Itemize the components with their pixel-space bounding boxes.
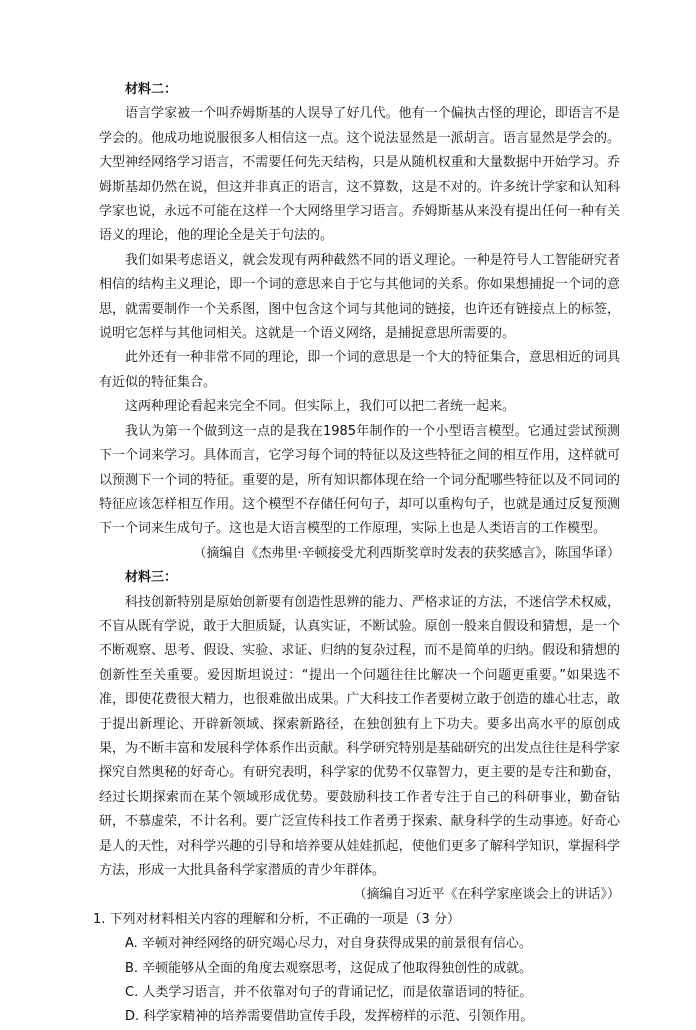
material2-paragraph-3: 此外还有一种非常不同的理论，即一个词的意思是一个大的特征集合，意思相近的词具有近似的特征集合。 bbox=[99, 350, 620, 390]
material2-paragraph-1: 语言学家被一个叫乔姆斯基的人误导了好几代。他有一个偏执古怪的理论，即语言不是学会的。他成功地说服很多人相信这一点。这个说法显然是一派胡言。语言显然是学会的。大型神经网络学习语言，不需要任何先天结构，只是从随机权重和大量数据中开始学习。乔姆斯基却仍然在说，但这并非真正的语言，这不算数，这是不对的。许多统计学家和认知科学家也说，永远不可能在这样一个大网络里学习语言。乔姆斯基从来没有提出任何一种有关语义的理论，他的理论全是关于句法的。 bbox=[99, 106, 620, 244]
document-page bbox=[93, 78, 620, 1030]
material2-paragraph-2: 我们如果考虑语义，就会发现有两种截然不同的语义理论。一种是符号人工智能研究者相信的结构主义理论，即一个词的意思来自于它与其他词的关系。你如果想捕捉一个词的意思，就需要制作一个关系图，图中包含这个词与其他词的链接，也许还有链接点上的标签，说明它怎样与其他词相关。这就是一个语义网络，是捕捉意思所需要的。 bbox=[99, 252, 620, 342]
material2-heading: 材料二： bbox=[125, 82, 178, 97]
material2-paragraph-5: 我认为第一个做到这一点的是我在1985年制作的一个小型语言模型。它通过尝试预测下一个词来学习。具体而言，它学习每个词的特征以及这些特征之间的相互作用，这样就可以预测下一个词的特征。重要的是，所有知识都体现在给一个词分配哪些特征以及不同词的特征应该怎样相互作用。这个模型不存储任何句子，却可以重构句子，也就是通过反复预测下一个词来生成句子。这也是大语言模型的工作原理，实际上也是人类语言的工作模型。 bbox=[99, 423, 620, 537]
question-option-a: A. 辛顿对神经网络的研究竭心尽力，对自身获得成果的前景很有信心。 bbox=[125, 936, 532, 952]
question-option-c: C. 人类学习语言，并不依靠对句子的背诵记忆，而是依靠语词的特征。 bbox=[125, 985, 533, 1001]
material2-source: （摘编自《杰弗里·辛顿接受尤利西斯奖章时发表的获奖感言》，陈国华译） bbox=[193, 545, 620, 561]
material3-heading: 材料三： bbox=[125, 570, 178, 586]
question-option-d: D. 科学家精神的培养需要借助宣传手段，发挥榜样的示范、引领作用。 bbox=[125, 1009, 534, 1025]
material3-paragraph-1: 科技创新特别是原始创新要有创造性思辨的能力、严格求证的方法，不迷信学术权威，不盲从既有学说，敢于大胆质疑，认真实证，不断试验。原创一般来自假设和猜想，是一个不断观察、思考、假设、实验、求证、归纳的复杂过程，而不是简单的归纳。假设和猜想的创新性至关重要。爱因斯坦说过：“提出一个问题往往比解决一个问题更重要。”如果选不准，即使花费很大精力，也很难做出成果。广大科技工作者要树立敢于创造的雄心壮志，敢于提出新理论、开辟新领域、探索新路径，在独创独有上下功夫。要多出高水平的原创成果，为不断丰富和发展科学体系作出贡献。科学研究特别是基础研究的出发点往往是科学家探究自然奥秘的好奇心。有研究表明，科学家的优势不仅靠智力，更主要的是专注和勤奋，经过长期探索而在某个领域形成优势。要鼓励科技工作者专注于自己的科研事业，勤奋钻研，不慕虚荣，不计名利。要广泛宣传科技工作者勇于探索、献身科学的生动事迹。好奇心是人的天性，对科学兴趣的引导和培养要从娃娃抓起，使他们更多了解科学知识，掌握科学方法，形成一大批具备科学家潜质的青少年群体。 bbox=[99, 594, 620, 878]
material3-source: （摘编自习近平《在科学家座谈会上的讲话》） bbox=[353, 887, 620, 903]
material2-paragraph-4: 这两种理论看起来完全不同。但实际上，我们可以把二者统一起来。 bbox=[125, 399, 516, 415]
question-stem: 1. 下列对材料相关内容的理解和分析，不正确的一项是（3 分） bbox=[93, 911, 460, 927]
question-option-b: B. 辛顿能够从全面的角度去观察思考，这促成了他取得独创性的成就。 bbox=[125, 960, 533, 976]
